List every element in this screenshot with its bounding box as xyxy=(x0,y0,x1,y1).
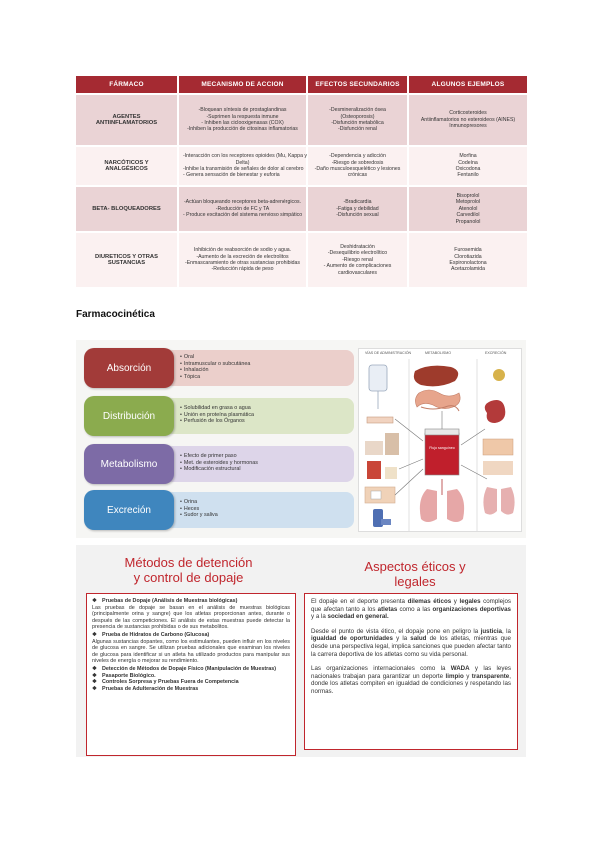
bullet-icon: ❖ xyxy=(92,672,97,679)
bullet-icon: ❖ xyxy=(92,685,97,692)
family-line: BETA- BLOQUEADORES xyxy=(92,205,161,212)
family-cell xyxy=(76,94,178,146)
stage-panel xyxy=(164,350,354,386)
text-run: , la xyxy=(501,627,511,635)
header-farmaco: FÁRMACO xyxy=(76,76,178,94)
pill-bottle-icon xyxy=(367,461,397,479)
kidney-icon xyxy=(485,369,506,423)
pharmacokinetics-infographic xyxy=(76,340,526,538)
family-line: AGENTES xyxy=(112,113,141,120)
examples-cell xyxy=(408,94,527,146)
stage-item: • Intramuscular o subcutánea xyxy=(180,361,348,368)
effects-line: -Fatiga y debilidad xyxy=(336,205,379,212)
effects-line: (Osteoporosis) xyxy=(340,113,375,120)
mechanism-line: - Produce excitación del sistema nervioso simpático xyxy=(183,212,303,219)
stage-distribucion xyxy=(84,396,352,436)
bullet-text: Prueba de Hidratos de Carbono (Glucosa) xyxy=(102,631,210,638)
mechanism-line: -Inhibe la transmisión de señales de dolor al cerebro xyxy=(183,166,304,172)
mechanism-line: Inhibición de reabsorción de sodio y agua. xyxy=(193,247,292,254)
text-run: complejos que afectan tanto a los xyxy=(311,598,511,613)
examples-line: Morfina xyxy=(459,153,477,160)
mechanism-cell xyxy=(178,232,307,287)
family-cell xyxy=(76,232,178,287)
stage-item: • Orina xyxy=(180,499,348,506)
mechanism-line: -Reducción de FC y TA xyxy=(215,205,270,212)
mechanism-line: -Interacción con los receptores opioides (Mu, Kappa y xyxy=(183,153,307,160)
stage-excrecion xyxy=(84,490,352,530)
effects-cell xyxy=(307,186,408,232)
effects-line: cardiovasculares xyxy=(338,269,377,276)
doping-section xyxy=(76,545,526,757)
table-row xyxy=(76,186,527,232)
effects-cell xyxy=(307,94,408,146)
ethics-box xyxy=(304,593,518,750)
text-run: Las organizaciones internacionales como la xyxy=(311,665,451,673)
blood-flow-label: Flujo sanguíneo xyxy=(429,446,455,450)
effects-line: -Disfunción metabólica xyxy=(331,120,384,126)
bullet-icon: ❖ xyxy=(92,631,97,638)
examples-line: Metoprolol xyxy=(455,199,481,206)
organ-illustration xyxy=(359,349,523,533)
mechanism-line: -Suprimen la respuesta inmune xyxy=(206,113,279,120)
bullet-icon: ❖ xyxy=(92,665,97,672)
ethics-title xyxy=(304,559,526,589)
iv-bag-icon xyxy=(369,365,387,409)
text-run: como a las xyxy=(397,605,433,613)
methods-title-line: y control de dopaje xyxy=(133,570,244,585)
lungs-icon xyxy=(420,479,464,522)
header-ejemplos: ALGUNOS EJEMPLOS xyxy=(408,76,527,94)
methods-bullet xyxy=(92,598,290,605)
stage-item: • Modificación estructural xyxy=(180,466,348,473)
section-heading-farmacocinetica: Farmacocinética xyxy=(76,309,155,320)
effects-line: -Desequilibrio electrolítico xyxy=(327,250,388,257)
stage-item: • Inhalación xyxy=(180,367,348,374)
bullet-text: Pruebas de Dopaje (Análisis de Muestras biológicas) xyxy=(102,598,238,604)
stage-item: • Unión en proteína plasmática xyxy=(180,412,348,419)
bullet-text: Pruebas de Adulteración de Muestras xyxy=(102,685,199,692)
methods-title xyxy=(76,555,301,585)
effects-line: -Bradicardia xyxy=(343,199,372,206)
examples-line: Propanolol xyxy=(455,218,481,225)
text-run-bold: organizaciones deportivas xyxy=(432,605,512,613)
intestine-icon xyxy=(415,390,460,411)
examples-line: Atenolol xyxy=(458,205,478,212)
methods-bullet xyxy=(92,679,290,686)
text-run: y a la xyxy=(311,613,328,621)
exhaled-lungs-icon xyxy=(483,487,514,515)
text-run: , donde los atletas compiten en igualdad de condiciones y respetando las normas. xyxy=(311,672,511,695)
mechanism-cell xyxy=(178,186,307,232)
effects-line: -Disfunción renal xyxy=(338,126,377,133)
effects-line: - Aumento de complicaciones xyxy=(323,263,392,270)
mechanism-line: - Inhiben las ciclooxigenasas (COX) xyxy=(201,120,284,126)
header-efectos: EFECTOS SECUNDARIOS xyxy=(307,76,408,94)
text-run: El dopaje en el deporte presenta xyxy=(311,598,408,605)
effects-line: -Desmineralización ósea xyxy=(329,107,386,114)
methods-bullet xyxy=(92,632,290,639)
stage-item: • Solubilidad en grasa o agua xyxy=(180,405,348,412)
text-run-bold: limpio xyxy=(445,672,464,680)
text-run-bold: dilemas éticos xyxy=(407,598,452,605)
methods-bullet xyxy=(92,686,290,693)
text-run: y la xyxy=(392,635,411,643)
bullet-text: Controles Sorpresa y Pruebas Fuera de Competencia xyxy=(102,679,239,686)
text-run: Desde el punto de vista ético, el dopaje pone en peligro la xyxy=(311,627,481,635)
ethics-paragraph-1 xyxy=(311,598,511,621)
effects-line: -Daño musculoesquelético y lesiones xyxy=(314,166,401,172)
stage-item: • Sudor y saliva xyxy=(180,512,348,519)
examples-cell xyxy=(408,186,527,232)
diagram-header: METABOLISMO xyxy=(425,351,452,355)
stage-item: • Efecto de primer paso xyxy=(180,453,348,460)
bullet-icon: ❖ xyxy=(92,598,97,604)
text-run-bold: WADA xyxy=(450,665,470,673)
text-run-bold: sociedad en general. xyxy=(327,613,389,621)
stage-panel xyxy=(164,492,354,528)
effects-line: -Dependencia y adicción xyxy=(329,153,386,160)
family-line: DIURETICOS Y OTRAS xyxy=(95,253,158,260)
ethics-paragraph-2 xyxy=(311,628,511,658)
mechanism-line: -Reducción rápida de peso xyxy=(211,266,274,273)
table-row xyxy=(76,232,527,287)
examples-line: Antiinflamatorios no esteroideos (AINES) xyxy=(420,116,516,123)
liver-icon xyxy=(414,366,458,387)
mechanism-line: -Enmascaramiento de otras sustancias prohibidas xyxy=(184,260,301,266)
effects-line: -Riesgo de sobredosis xyxy=(331,159,384,166)
skin-patch-icon xyxy=(365,487,395,503)
text-run: y las leyes nacionales trabajan para garantizar un deporte xyxy=(311,665,511,680)
methods-bullet xyxy=(92,673,290,680)
methods-paragraph: Las pruebas de dopaje se basan en el análisis de muestras biológicas (principalmente orina y sangre) que los atletas proporcionan antes, durante o después de las competiciones. El análisis de estas muestras puede detectar la presencia de sustancias prohibidas o de sus metabolitos. xyxy=(92,604,290,631)
header-mecanismo: MECANISMO DE ACCION xyxy=(178,76,307,94)
methods-paragraph: Algunas sustancias dopantes, como los estimulantes, pueden influir en los niveles de glucosa en sangre. Se utilizan pruebas adicionales que examinan los niveles de glucosa para identificar si un atleta ha utilizado productos para manipular sus niveles de energía o mejorar su rendimiento. xyxy=(92,638,290,665)
text-run-bold: transparente xyxy=(471,672,510,680)
text-run-bold: igualdad de oportunidades xyxy=(311,635,393,643)
mechanism-line: -Actúan bloqueando receptores beta-adrenérgicos. xyxy=(183,199,302,206)
examples-line: Acetazolamida xyxy=(450,266,486,273)
mechanism-cell xyxy=(178,146,307,186)
methods-title-line: Métodos de detención xyxy=(124,555,253,570)
examples-line: Carvedilol xyxy=(456,212,480,219)
family-line: SUSTANCIAS xyxy=(107,260,146,266)
methods-box xyxy=(86,593,296,756)
table-row xyxy=(76,94,527,146)
stage-item: • Oral xyxy=(180,354,348,361)
effects-line: crónicas xyxy=(347,172,368,179)
examples-line: Codeína xyxy=(458,159,478,166)
stage-metabolismo xyxy=(84,444,352,484)
pharmacokinetics-body-diagram xyxy=(358,348,522,532)
effects-line: -Riesgo renal xyxy=(342,256,373,263)
examples-line: Bisoprolol xyxy=(456,192,480,199)
examples-line: Espironolactona xyxy=(449,260,487,266)
stage-item: • Met. de esteroides y hormonas xyxy=(180,460,348,467)
effects-cell xyxy=(307,146,408,186)
effects-line: Deshidratación xyxy=(340,243,375,250)
bullet-text: Detección de Métodos de Dopaje Físico (Manipulación de Muestras) xyxy=(102,665,277,672)
ethics-title-line: legales xyxy=(394,574,436,589)
effects-cell xyxy=(307,232,408,287)
stage-item: • Perfusión de los Órganos xyxy=(180,418,348,425)
examples-line: Oxicodona xyxy=(455,166,481,172)
family-line: ANALGÉSICOS xyxy=(105,166,148,172)
stage-panel xyxy=(164,446,354,482)
table-header-row xyxy=(76,76,527,94)
diagram-header: EXCRECIÓN xyxy=(485,351,507,355)
bullet-icon: ❖ xyxy=(92,679,97,686)
text-run-bold: justicia xyxy=(480,627,502,635)
skin-icon xyxy=(483,439,513,475)
stage-label: Metabolismo xyxy=(84,444,174,484)
examples-line: Corticosteroides xyxy=(449,110,487,117)
stage-panel xyxy=(164,398,354,434)
diagram-header: VÍAS DE ADMINISTRACIÓN xyxy=(365,351,412,355)
mechanism-line: Delta) xyxy=(235,159,250,166)
methods-bullet xyxy=(92,666,290,673)
mechanism-line: -Inhiben la producción de citosinas inflamatorias xyxy=(187,126,298,133)
stage-label: Distribución xyxy=(84,396,174,436)
effects-line: -Disfunción sexual xyxy=(336,212,379,219)
stage-label: Absorción xyxy=(84,348,174,388)
ethics-paragraph-3 xyxy=(311,665,511,695)
table-row xyxy=(76,146,527,186)
mechanism-line: - Genera sensación de bienestar y euforia xyxy=(183,172,280,179)
mechanism-line: -Aumento de la excreción de electrolitos xyxy=(196,253,289,260)
family-line: ANTIINFLAMATORIOS xyxy=(95,120,158,126)
examples-line: Clorotiazida xyxy=(454,253,482,260)
text-run: de los atletas, mientras que desde una perspectiva legal, implica sanciones que pueden afectar tanto la carrera deportiva de los atletas como su vida personal. xyxy=(311,635,511,658)
family-line: NARCÓTICOS Y xyxy=(104,159,149,166)
stage-item: • Heces xyxy=(180,506,348,513)
examples-cell xyxy=(408,232,527,287)
mechanism-cell xyxy=(178,94,307,146)
ethics-title-line: Aspectos éticos y xyxy=(364,559,466,574)
bullet-text: Pasaporte Biológico. xyxy=(102,672,156,679)
text-run-bold: legales xyxy=(459,598,481,605)
examples-line: Inmunopresores xyxy=(449,123,487,130)
blood-flow-container xyxy=(425,429,459,475)
text-run: y xyxy=(451,598,460,605)
family-cell xyxy=(76,146,178,186)
examples-cell xyxy=(408,146,527,186)
examples-line: Fentanilo xyxy=(457,172,479,179)
drug-table xyxy=(76,76,527,287)
examples-line: Furosemida xyxy=(454,247,482,254)
stage-absorcion xyxy=(84,348,352,388)
inhaler-icon xyxy=(373,509,391,527)
mechanism-line: -Bloquean síntesis de prostaglandinas xyxy=(198,107,287,114)
text-run: y xyxy=(463,672,472,680)
syringe-icon xyxy=(365,417,399,455)
stage-item: • Tópica xyxy=(180,374,348,381)
stage-label: Excreción xyxy=(84,490,174,530)
text-run-bold: salud xyxy=(410,635,427,643)
family-cell xyxy=(76,186,178,232)
text-run-bold: atletas xyxy=(377,605,398,613)
